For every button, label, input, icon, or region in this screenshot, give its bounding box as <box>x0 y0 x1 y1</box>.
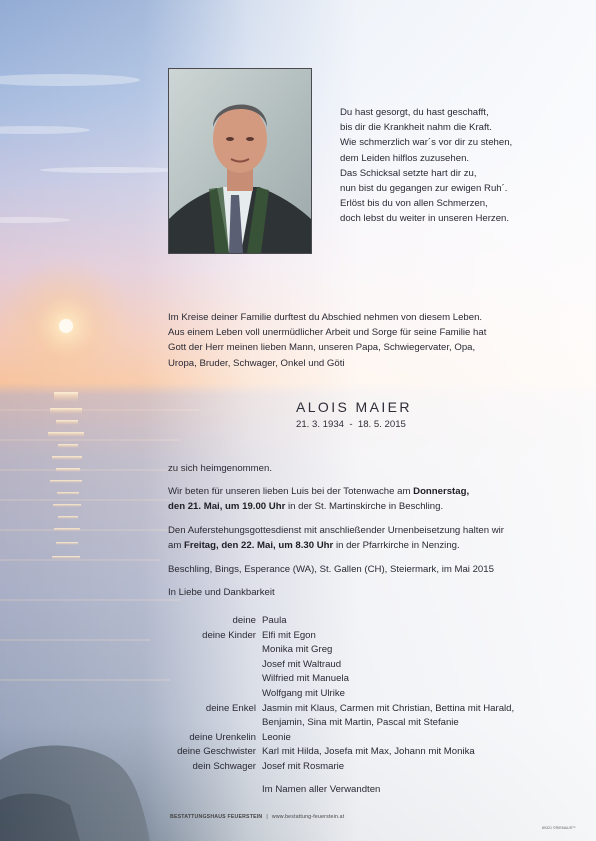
family-row <box>168 745 514 760</box>
family-names: Jasmin mit Klaus, Carmen mit Christian, Bettina mit Harald, <box>262 702 515 714</box>
deceased-name: ALOIS MAIER <box>296 399 412 415</box>
family-row <box>168 614 514 629</box>
intro-line: Uropa, Bruder, Schwager, Onkel und Göti <box>168 357 345 369</box>
relation-label <box>168 716 262 731</box>
relation-label: dein Schwager <box>192 760 256 772</box>
life-dates: 21. 3. 1934 - 18. 5. 2015 <box>296 419 406 430</box>
family-names: Wilfried mit Manuela <box>262 673 349 685</box>
family-names: Paula <box>262 615 287 626</box>
family-row <box>168 629 514 644</box>
funeral-paragraph: Den Auferstehungsgottesdienst mit anschließender Urnenbeisetzung halten wir am Freitag, den 22. Mai, um 8.30 Uhr in der Pfarrkirche in Nenzing. <box>168 525 504 551</box>
announcement-intro <box>168 310 548 371</box>
poem-line: Erlöst bis du von allen Schmerzen, <box>340 198 488 210</box>
funeral-home-name: BESTATTUNGSHAUS FEUERSTEIN <box>170 814 263 820</box>
family-names: Josef mit Rosmarie <box>262 760 345 772</box>
memorial-poem <box>340 105 580 227</box>
family-row <box>168 672 514 687</box>
family-names: Monika mit Greg <box>262 644 333 656</box>
relation-label <box>168 643 262 658</box>
family-row <box>168 687 514 702</box>
relation-label: deine <box>232 615 256 626</box>
poem-line: Das Schicksal setzte hart dir zu, <box>340 167 477 179</box>
family-names: Elfi mit Egon <box>262 629 316 641</box>
print-code: 89321 ©RIEMAUS™ <box>542 826 576 830</box>
wake-paragraph: Wir beten für unseren lieben Luis bei der Totenwache am Donnerstag, den 21. Mai, um 19.00 Uhr in der St. Martinskirche in Beschling. <box>168 486 470 512</box>
intro-line: Im Kreise deiner Familie durftest du Abschied nehmen von diesem Leben. <box>168 312 483 323</box>
heimgenommen-text: zu sich heimgenommen. <box>168 463 272 474</box>
relation-label <box>168 658 262 673</box>
gratitude-line: In Liebe und Dankbarkeit <box>168 587 275 598</box>
family-row <box>168 731 514 746</box>
relation-label: deine Geschwister <box>177 746 256 758</box>
poem-line: Wie schmerzlich war´s vor dir zu stehen, <box>340 137 513 149</box>
family-row <box>168 760 514 775</box>
family-row <box>168 643 514 658</box>
family-names: Josef mit Waltraud <box>262 658 342 670</box>
footer-separator: | <box>266 814 268 820</box>
relation-label <box>168 672 262 687</box>
relation-label: deine Enkel <box>205 702 256 714</box>
poem-line: dem Leiden hilflos zuzusehen. <box>340 152 470 164</box>
intro-line: Gott der Herr meinen lieben Mann, unseren Papa, Schwiegervater, Opa, <box>168 342 476 354</box>
family-names: Leonie <box>262 731 291 743</box>
relation-label: deine Urenkelin <box>189 731 256 743</box>
family-row <box>168 658 514 673</box>
relation-label <box>168 687 262 702</box>
poem-line: Du hast gesorgt, du hast geschafft, <box>340 107 489 118</box>
poem-line: nun bist du gegangen zur ewigen Ruh´. <box>340 183 508 195</box>
family-names: Benjamin, Sina mit Martin, Pascal mit Stefanie <box>262 717 459 729</box>
portrait-photo <box>168 68 312 254</box>
website-link[interactable]: www.bestattung-feuerstein.at <box>271 814 345 820</box>
relation-label: deine Kinder <box>202 629 256 641</box>
places-line: Beschling, Bings, Esperance (WA), St. Gallen (CH), Steiermark, im Mai 2015 <box>168 564 494 575</box>
intro-line: Aus einem Leben voll unermüdlicher Arbeit und Sorge für seine Familie hat <box>168 327 487 339</box>
family-list <box>168 614 514 775</box>
poem-line: doch lebst du weiter in unseren Herzen. <box>340 213 510 225</box>
closing-line: Im Namen aller Verwandten <box>262 784 381 795</box>
family-names: Wolfgang mit Ulrike <box>262 687 345 699</box>
family-row <box>168 716 514 731</box>
family-names: Karl mit Hilda, Josefa mit Max, Johann mit Monika <box>262 746 475 758</box>
family-row <box>168 702 514 717</box>
footer <box>170 814 344 820</box>
poem-line: bis dir die Krankheit nahm die Kraft. <box>340 122 492 134</box>
